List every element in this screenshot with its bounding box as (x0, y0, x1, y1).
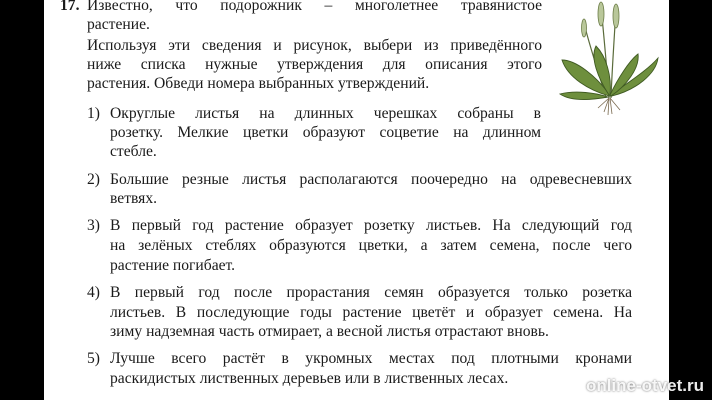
statement-text: растение погибает. (110, 257, 236, 274)
watermark: online-otvet.ru (585, 376, 704, 395)
intro-line: ниже списка нужные утверждения для описания этого (87, 56, 542, 73)
statement-text: Большие резные листья располагаются поочередно на одревесневших (110, 171, 632, 188)
plantain-plant-icon (554, 0, 664, 116)
statement-text: зиму надземная часть отмирает, а весной листья отрастают вновь. (110, 323, 549, 340)
statement-text: на зелёных стеблях образуются цветки, а затем семена, после чего (110, 237, 632, 254)
statement-text: розетку. Мелкие цветки образуют соцветие на длинном (110, 124, 541, 141)
question-number: 17. (60, 0, 80, 14)
statement-number: 3) (87, 217, 100, 234)
statement-text: В первый год растение образует розетку листьев. На следующий год (110, 217, 632, 234)
statement-number: 4) (87, 284, 100, 301)
statement-text: В первый год после прорастания семян образуется только розетка (110, 284, 632, 301)
statement-text: листьев. В последующие годы растение цветёт и образует семена. На (110, 304, 632, 321)
statement-text: Округлые листья на длинных черешках собраны в (110, 105, 541, 122)
statement-text: ветвях. (110, 190, 158, 207)
statement-text: раскидистых лиственных деревьев или в лиственных лесах. (110, 370, 509, 387)
intro-line: растения. Обведи номера выбранных утверждений. (87, 75, 430, 92)
intro-line: Известно, что подорожник – многолетнее травянистое (87, 0, 542, 14)
intro-line: Используя эти сведения и рисунок, выбери из приведённого (87, 37, 542, 54)
statement-text: Лучше всего растёт в укромных местах под плотными кронами (110, 350, 632, 367)
statement-number: 5) (87, 350, 100, 367)
intro-line: растение. (87, 16, 150, 33)
worksheet-page (44, 0, 669, 400)
statement-number: 1) (87, 105, 100, 122)
statement-text: стебле. (110, 143, 157, 160)
statement-number: 2) (87, 171, 100, 188)
